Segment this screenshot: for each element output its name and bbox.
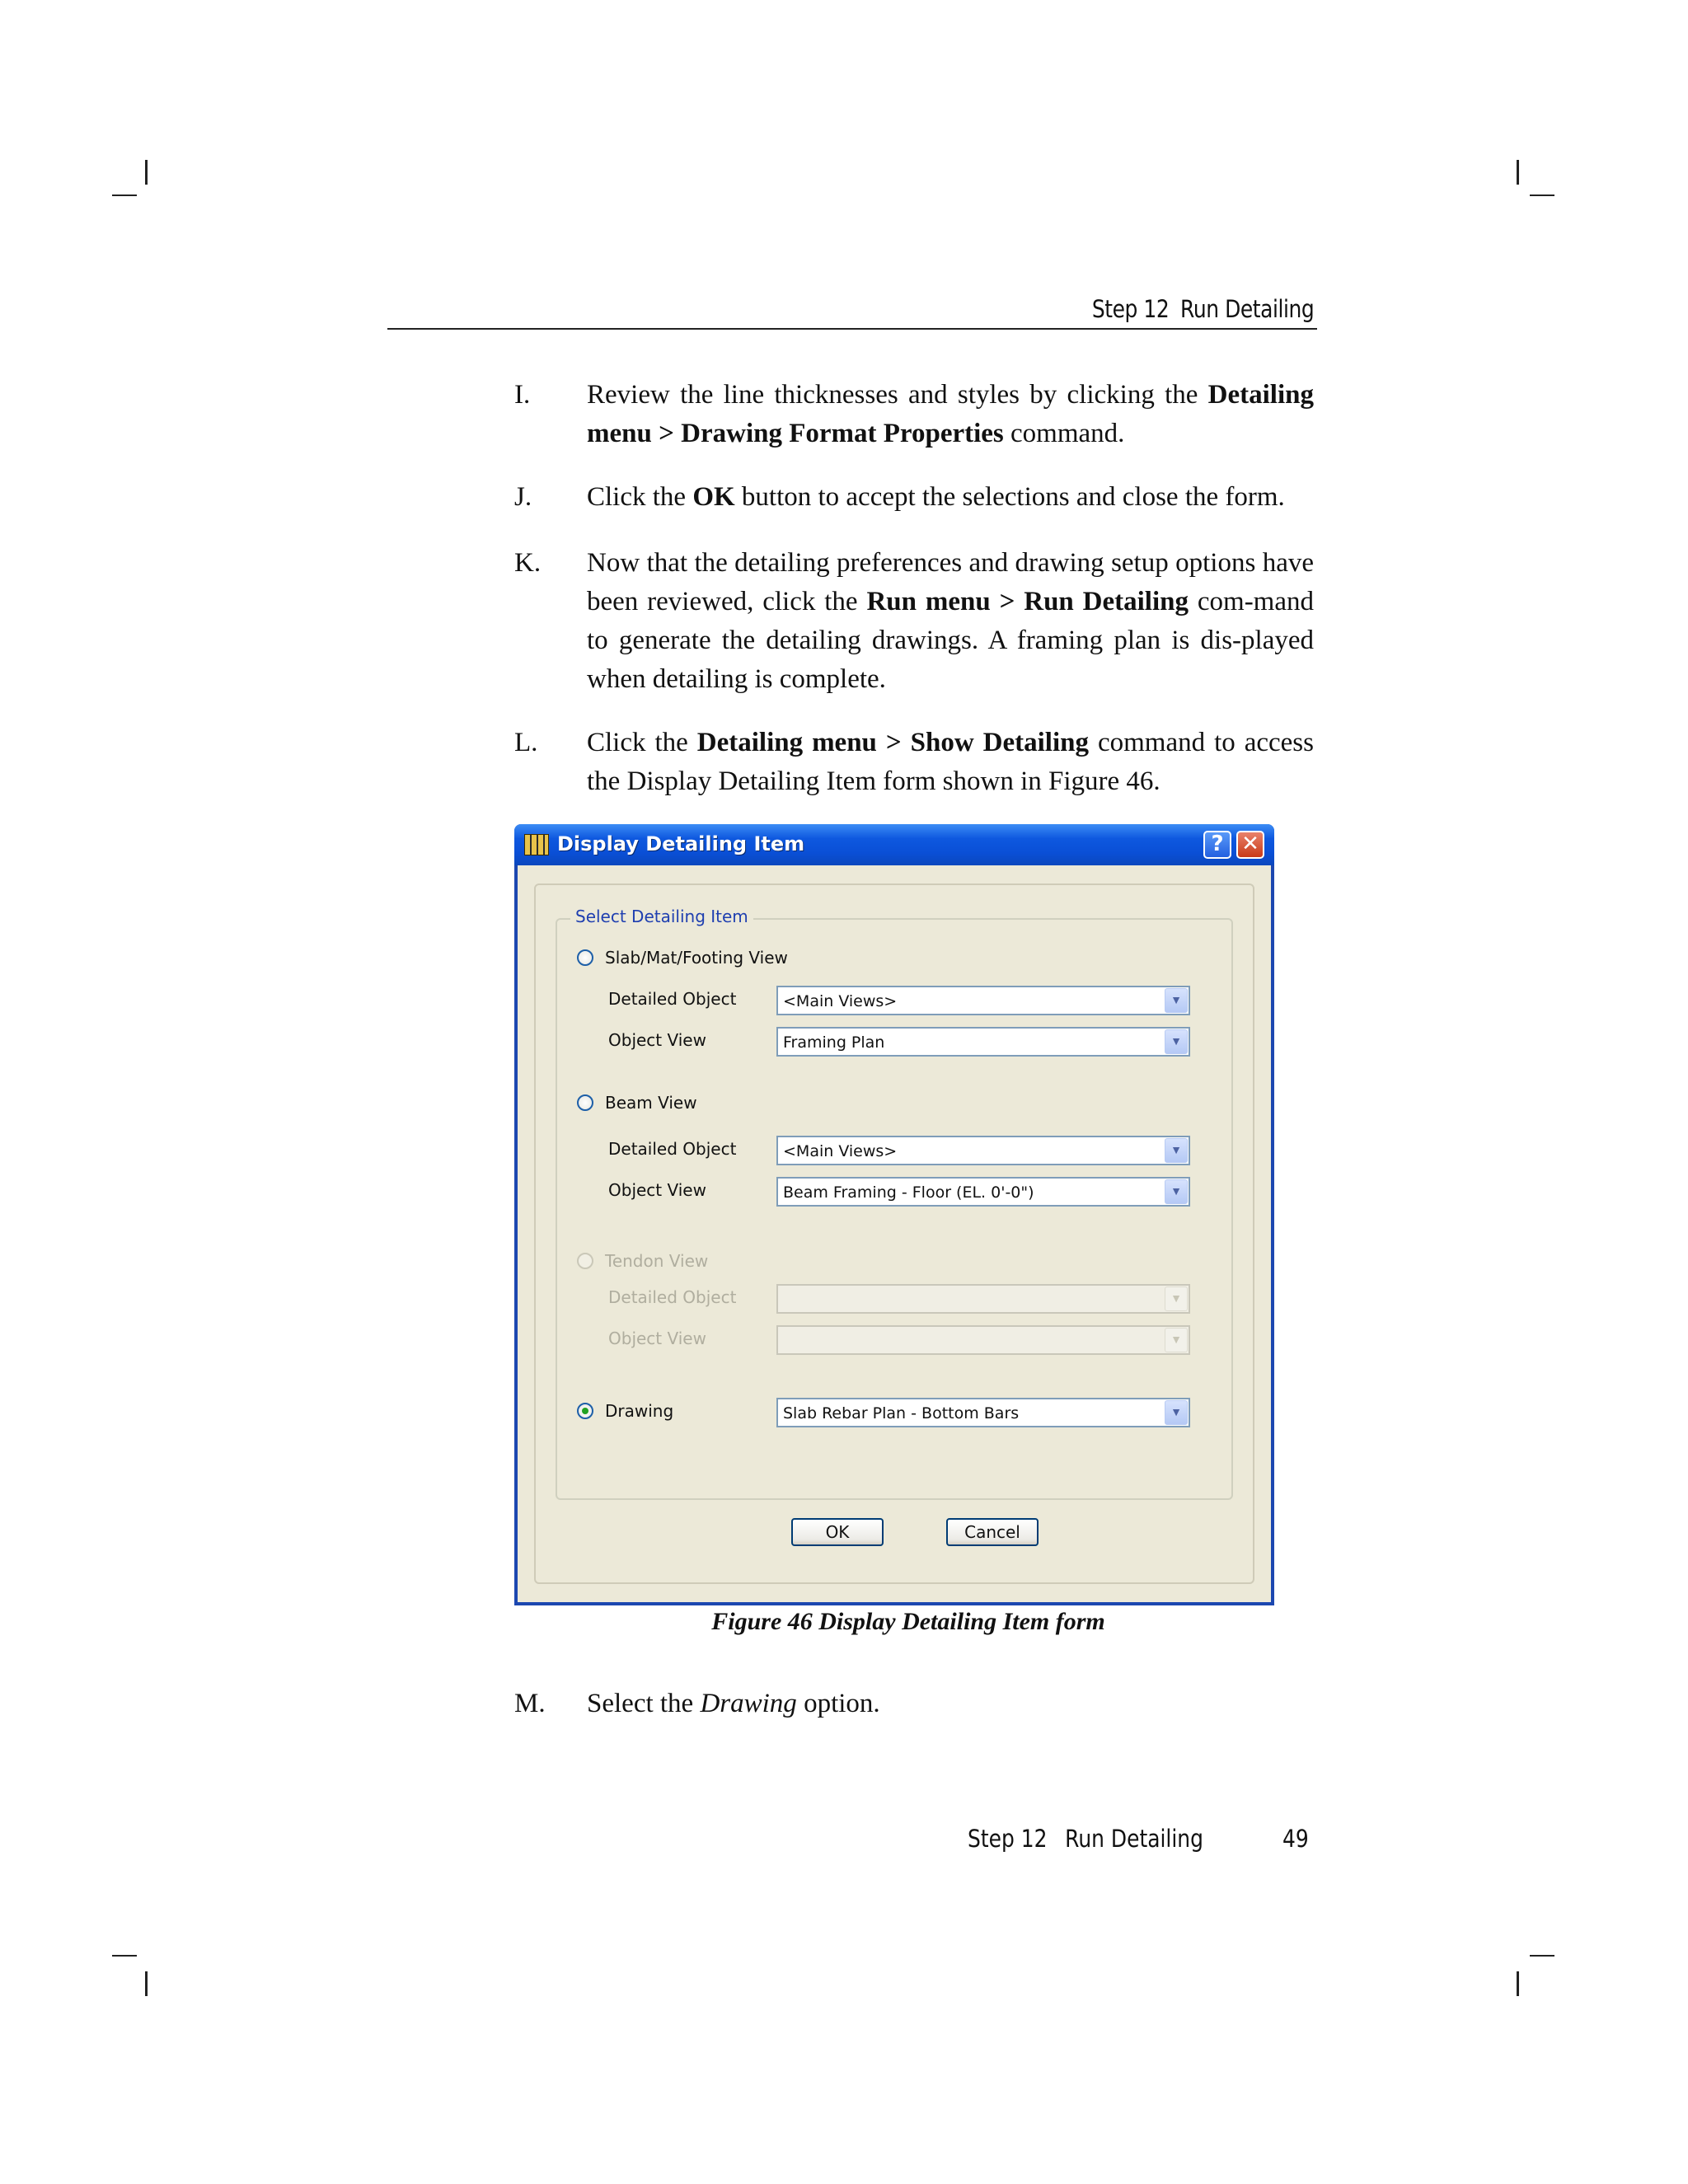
running-footer <box>968 1825 1203 1853</box>
footer-step: Step 12 <box>968 1825 1048 1853</box>
step-i <box>514 376 1314 453</box>
step-j <box>514 478 1314 517</box>
footer-title: Run Detailing <box>1065 1825 1203 1853</box>
beam-detailed-object-select[interactable] <box>776 1136 1190 1165</box>
crop-mark <box>145 1971 148 1996</box>
text-run: command to access the Display Detailing Item form shown in Figure 46. <box>587 728 1314 796</box>
tendon-view-radio <box>577 1253 593 1269</box>
chevron-down-icon: ▼ <box>1165 1286 1188 1311</box>
close-button[interactable]: ✕ <box>1236 831 1264 859</box>
group-legend: Select Detailing Item <box>570 907 753 926</box>
running-header <box>387 290 1317 330</box>
crop-mark <box>1530 1955 1554 1957</box>
cancel-button[interactable]: Cancel <box>946 1518 1039 1546</box>
slab-view-radio[interactable] <box>577 949 593 966</box>
beam-view-radio[interactable] <box>577 1094 593 1111</box>
drawing-select[interactable] <box>776 1398 1190 1427</box>
text-run: Now that the detailing preferences and drawing setup options have been reviewed, click the <box>587 548 1314 616</box>
tendon-detailed-object-select <box>776 1284 1190 1314</box>
step-text <box>587 478 1314 517</box>
app-grid-icon <box>524 834 549 855</box>
slab-detailed-object-label: Detailed Object <box>608 989 737 1009</box>
ok-button[interactable]: OK <box>791 1518 884 1546</box>
slab-object-view-select[interactable] <box>776 1027 1190 1057</box>
page-number: 49 <box>1282 1825 1309 1853</box>
step-k <box>514 544 1314 699</box>
crop-mark <box>1530 194 1554 196</box>
text-run: com-mand to generate the detailing drawings. A framing plan is dis-played when detailing is complete. <box>587 587 1314 694</box>
combo-value: <Main Views> <box>783 992 898 1010</box>
combo-value: Framing Plan <box>783 1033 885 1052</box>
tendon-object-view-label: Object View <box>608 1329 706 1348</box>
dialog-title: Display Detailing Item <box>557 832 805 855</box>
chevron-down-icon: ▼ <box>1165 1328 1188 1352</box>
combo-value: Slab Rebar Plan - Bottom Bars <box>783 1404 1020 1422</box>
help-button[interactable]: ? <box>1203 831 1231 859</box>
step-text <box>587 544 1314 699</box>
step-label: J. <box>514 482 532 512</box>
crop-mark <box>1517 160 1519 185</box>
step-l <box>514 724 1314 801</box>
bold-text: Detailing menu > Show Detailing <box>696 728 1089 757</box>
drawing-label: Drawing <box>605 1401 674 1421</box>
text-run: Click the <box>587 728 697 757</box>
running-header-text <box>1081 295 1314 323</box>
bold-text: Detailing menu > Drawing Format Properties <box>587 380 1314 448</box>
slab-detailed-object-select[interactable] <box>776 986 1190 1015</box>
crop-mark <box>1517 1971 1519 1996</box>
drawing-radio[interactable] <box>577 1403 593 1419</box>
chevron-down-icon[interactable]: ▼ <box>1165 1029 1188 1054</box>
text-run: Review the line thicknesses and styles by clicking the <box>587 380 1208 410</box>
beam-object-view-select[interactable] <box>776 1177 1190 1207</box>
crop-mark <box>145 160 148 185</box>
dialog-titlebar[interactable] <box>514 824 1274 865</box>
crop-mark <box>112 1955 137 1957</box>
bold-text: Run menu > Run Detailing <box>866 587 1189 616</box>
step-label: I. <box>514 380 531 410</box>
step-text <box>587 724 1314 801</box>
crop-mark <box>112 194 137 196</box>
step-m <box>514 1685 1314 1723</box>
tendon-view-label: Tendon View <box>605 1251 709 1271</box>
beam-object-view-label: Object View <box>608 1180 706 1200</box>
select-detailing-item-group <box>556 907 1233 1500</box>
header-title: Run Detailing <box>1179 295 1314 323</box>
slab-view-label: Slab/Mat/Footing View <box>605 948 788 968</box>
step-label: L. <box>514 728 538 757</box>
beam-detailed-object-label: Detailed Object <box>608 1139 737 1159</box>
slab-object-view-label: Object View <box>608 1030 706 1050</box>
figure-caption: Figure 46 Display Detailing Item form <box>711 1608 1105 1635</box>
step-label: K. <box>514 548 542 578</box>
italic-text: Drawing <box>700 1689 797 1718</box>
combo-value: <Main Views> <box>783 1142 898 1160</box>
chevron-down-icon[interactable]: ▼ <box>1165 1138 1188 1163</box>
text-run: button to accept the selections and close the form. <box>734 482 1285 512</box>
bold-text: OK <box>692 482 735 512</box>
chevron-down-icon[interactable]: ▼ <box>1165 1179 1188 1204</box>
step-label: M. <box>514 1689 546 1718</box>
header-step: Step 12 <box>1091 295 1170 323</box>
radio-selected-dot <box>582 1408 588 1414</box>
text-run: command. <box>1003 419 1125 448</box>
beam-view-label: Beam View <box>605 1093 697 1113</box>
text-run: Click the <box>587 482 693 512</box>
chevron-down-icon[interactable]: ▼ <box>1165 1400 1188 1425</box>
tendon-object-view-select <box>776 1325 1190 1355</box>
display-detailing-item-dialog <box>514 824 1274 1605</box>
step-text <box>587 1685 1314 1723</box>
text-run: Select the <box>587 1689 701 1718</box>
chevron-down-icon[interactable]: ▼ <box>1165 988 1188 1013</box>
combo-value: Beam Framing - Floor (EL. 0'-0") <box>783 1183 1034 1202</box>
step-text <box>587 376 1314 453</box>
dialog-client-area <box>534 883 1254 1584</box>
tendon-detailed-object-label: Detailed Object <box>608 1287 737 1307</box>
text-run: option. <box>796 1689 880 1718</box>
